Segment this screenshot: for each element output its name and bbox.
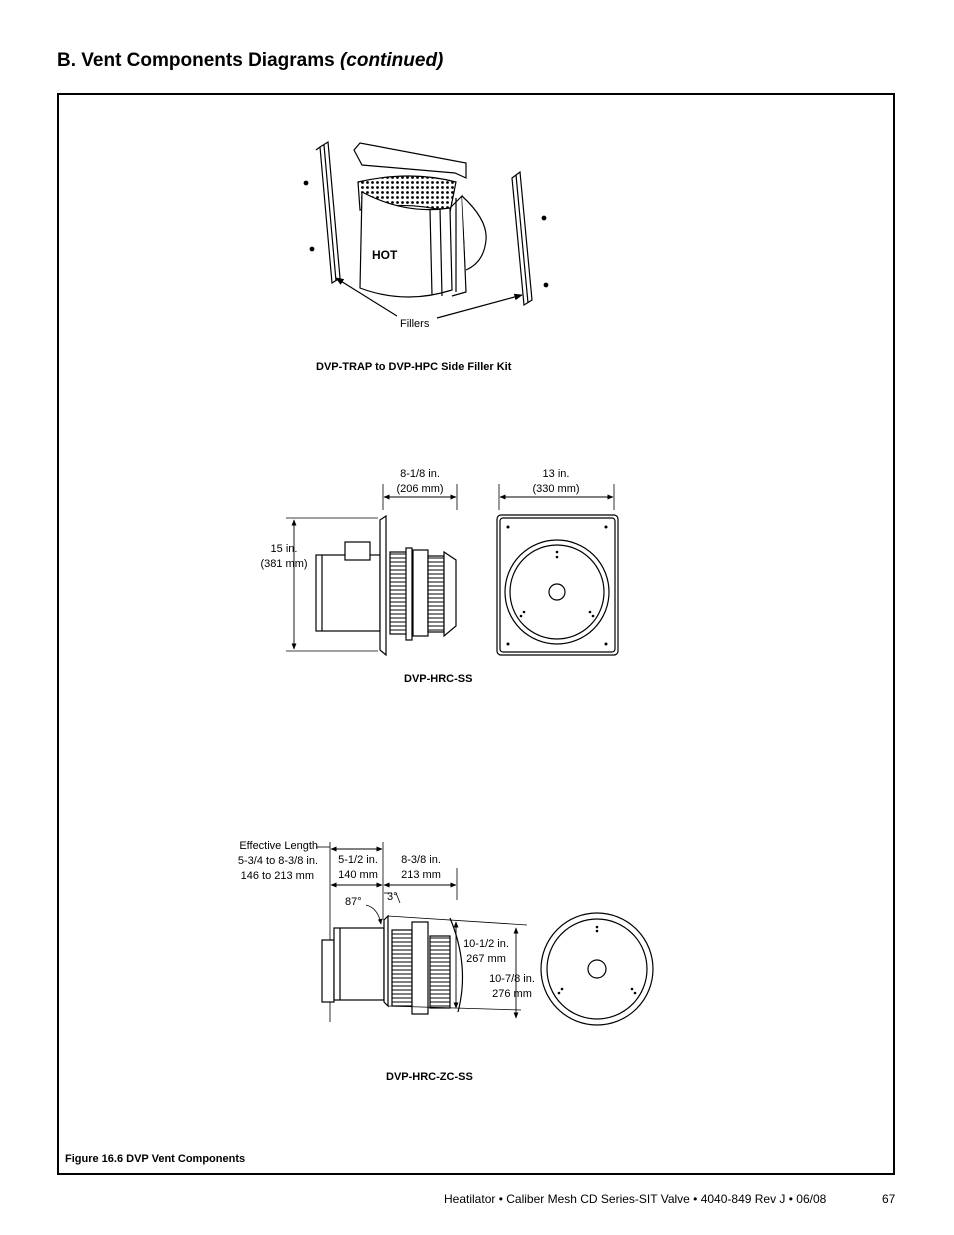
hrc-ss-caption: DVP-HRC-SS bbox=[404, 673, 473, 685]
right-filler-strip bbox=[512, 172, 532, 305]
effective-length-mm: 146 to 213 mm bbox=[240, 870, 314, 882]
side-filler-kit-drawing bbox=[304, 142, 548, 318]
section-title: B. Vent Components Diagrams bbox=[57, 50, 340, 71]
hot-warning-label: HOT bbox=[372, 248, 398, 262]
depth-dimension-in: 8-1/8 in. bbox=[400, 468, 440, 480]
effective-length-in: 5-3/4 to 8-3/8 in. bbox=[237, 855, 318, 867]
angle-87-label: 87° bbox=[345, 896, 362, 908]
dvp-hrc-zc-ss-front-view bbox=[541, 913, 653, 1025]
width-dimension-mm: (330 mm) bbox=[532, 483, 580, 495]
effective-length-label: Effective Length bbox=[239, 840, 318, 852]
dim-b-in: 8-3/8 in. bbox=[401, 854, 441, 866]
height-dimension-mm: (381 mm) bbox=[260, 558, 308, 570]
diameter-2-in: 10-7/8 in. bbox=[489, 973, 535, 985]
dim-b-mm: 213 mm bbox=[401, 869, 441, 881]
left-filler-strip bbox=[316, 142, 340, 283]
page-footer: Heatilator • Caliber Mesh CD Series-SIT Valve • 4040-849 Rev J • 06/08 bbox=[444, 1192, 827, 1206]
diameter-1-in: 10-1/2 in. bbox=[463, 938, 509, 950]
diameter-2-mm: 276 mm bbox=[492, 988, 532, 1000]
hrc-zc-ss-caption: DVP-HRC-ZC-SS bbox=[386, 1071, 473, 1083]
page-number: 67 bbox=[882, 1192, 896, 1206]
vent-hood-body bbox=[360, 192, 486, 297]
filler-kit-caption: DVP-TRAP to DVP-HPC Side Filler Kit bbox=[316, 361, 512, 373]
fillers-label: Fillers bbox=[400, 318, 430, 330]
diameter-1-mm: 267 mm bbox=[466, 953, 506, 965]
section-title-suffix: (continued) bbox=[339, 50, 444, 71]
dim-a-mm: 140 mm bbox=[338, 869, 378, 881]
depth-dimension-mm: (206 mm) bbox=[396, 483, 444, 495]
dvp-hrc-ss-front-view bbox=[497, 484, 618, 655]
width-dimension-in: 13 in. bbox=[542, 468, 570, 480]
dim-a-in: 5-1/2 in. bbox=[338, 854, 378, 866]
figure-caption: Figure 16.6 DVP Vent Components bbox=[65, 1153, 246, 1165]
height-dimension-in: 15 in. bbox=[270, 543, 298, 555]
angle-3-label: 3° bbox=[387, 891, 398, 903]
